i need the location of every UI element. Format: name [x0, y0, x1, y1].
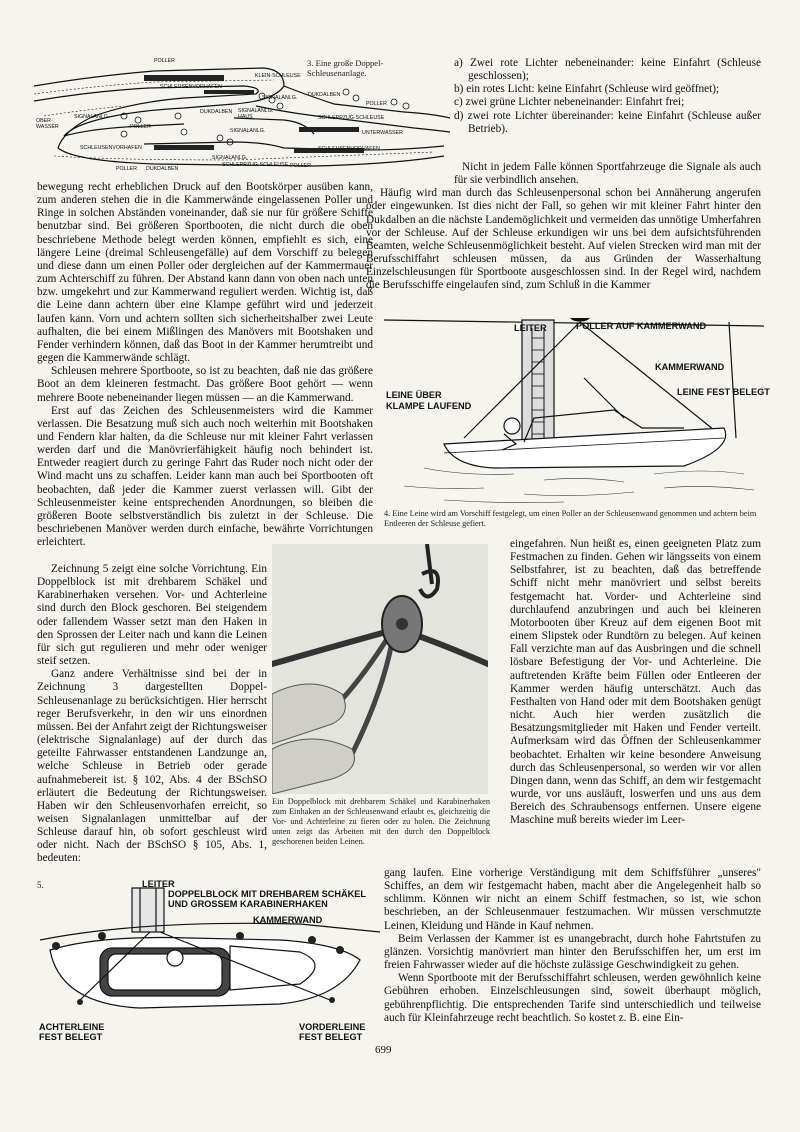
fig3-label: SIGNALANLG.: [74, 114, 110, 120]
list-item: a) Zwei rote Lichter nebeneinander: keine Einfahrt (Schleuse geschlossen);: [454, 57, 761, 83]
fig3-label: POLLER: [130, 124, 151, 130]
figure-4-caption: 4. Eine Leine wird am Vorschiff festgelegt, um einen Poller an der Schleusenwand genommen und achtern beim Entleeren der Schleuse gefiert.: [384, 509, 757, 528]
fig3-label: SCHLEPPZUG-SCHLEUSE: [222, 162, 289, 168]
figure-3-caption: 3. Eine große Doppel-Schleusenanlage.: [307, 58, 384, 78]
bottom-right-text: [384, 867, 761, 1025]
fig3-label: SCHLEUSENVORHAFEN: [318, 146, 380, 152]
paragraph: bewegung recht erheblichen Druck auf den Bootskörper ausüben kann, zum anderen stehen die in die Kammerwände eingelassenen Poller und Ringe in solchen Abständen voneinander, daß sie nur für größere Schiffe benutzbar sind. Bei größeren Sportbooten, die nicht durch die oben beschriebene Methode belegt werden können, empfiehlt es sich, eine längere Leine (dreimal Schleusengefälle) auf dem Vorschiff zu belegen und diese dann um einen Poller oder dergleichen auf der Kammermauer zum Achterschiff zu führen. Der Abstand kann dann von oben nach unten bzw. umgekehrt und zur Kammerwand reguliert werden. Wichtig ist, daß die Leine dann achtern über eine Klampe geführt wird und jederzeit laufen kann. Vorn und achtern sollten sich sicherheitshalber zwei Leute aufhalten, die bei einem Mißlingen des Manövers mit Bootshaken und Fender verhindern können, daß das Boot in der Kammer herumtreibt und gegen die Kammerwände schlägt.: [37, 181, 373, 365]
paragraph: Erst auf das Zeichen des Schleusenmeisters wird die Kammer verlassen. Die Besatzung muß sich auch noch weiterhin mit Bootshaken und Fendern klar halten, da die Schleuse nur mit kleiner Fahrt verlassen werden darf und die Manövrierfähigkeit häufig noch behindert ist. Entweder reagiert durch zu geringe Fahrt das Ruder noch nicht oder der Wind macht uns zu schaffen. Leider kann man auch bei Sportbooten oft beobachten, daß jeder die Kammer zuerst verlassen will. Gibt der Schleusenmeister keine entsprechenden Anordnungen, so bleiben die größeren Boote selbstverständlich bis zuletzt in der Schleuse. Die beschriebenen Manöver werden durch einfache, bewährte Vorrichtungen erleichtert.: [37, 404, 373, 549]
fig3-label: OBER-WASSER: [36, 118, 59, 130]
fig3-label: SIGNALANLG.: [230, 128, 266, 134]
paragraph: gang laufen. Eine vorherige Verständigung mit dem Schiffsführer „unseres" Schiffes, an dem wir festgemacht haben, macht aber die Angelegenheit halb so schlimm. Können wir nicht an einem Schiff festmachen, so ist, wie schon beschrieben, an der Schleusenmauer festzumachen. Wir müssen verschmutzte Leinen, Kleidung und Hände in Kauf nehmen.: [384, 867, 761, 932]
fig3-label: DUKDALBEN: [200, 109, 233, 115]
fig3-label: DUKDALBEN: [146, 166, 179, 172]
fig5-karabiner-label: UND GROSSEM KARABINERHAKEN: [168, 899, 328, 909]
fig4-kammerwand-label: KAMMERWAND: [655, 362, 725, 372]
fig3-label: POLLER: [154, 58, 175, 64]
fig3-label: POLLER: [290, 163, 311, 169]
fig3-label: SCHLEPPZUG-SCHLEUSE: [318, 115, 385, 121]
paragraph: Wenn Sportboote mit der Berufsschiffahrt schleusen, werden gewöhnlich keine Gebühren erhoben. Einzelschleusungen sind, soweit überhaupt möglich, gebührenpflichtig. Die entsprechenden Tarife sind unterschiedlich und teilweise auch für Kleinfahrzeuge recht beachtlich. So kostet z. B. eine Ein-: [384, 972, 761, 1024]
doppelblock-photo: [272, 544, 488, 794]
fig5-vorderleine-label: VORDERLEINE: [299, 1022, 366, 1032]
fig4-poller-label: POLLER AUF KAMMERWAND: [576, 321, 707, 331]
paragraph: Beim Verlassen der Kammer ist es unangebracht, durch hohe Fahrtstufen zu glänzen. Vorsichtig manövriert man hinter den Berufsschiffen her, um erst im freien Fahrwasser wieder auf die höchste zulässige Geschwindigkeit zu gehen.: [384, 932, 761, 972]
paragraph: Nicht in jedem Falle können Sportfahrzeuge die Signale als auch für sie verbindlich ansehen.: [454, 161, 761, 187]
fig5-vorder-fest-label: FEST BELEGT: [299, 1032, 363, 1042]
fig3-label: SCHLEUSENVORHAFEN: [80, 145, 142, 151]
paragraph: eingefahren. Nun heißt es, einen geeigneten Platz zum Festmachen zu finden. Gehen wir längsseits von einem Selbstfahrer, ist zu beachten, daß das betreffende Schiff nicht mehr manövriert und selbst bereits festgemacht hat. Vorder- und Achterleine sind durchlaufend anzubringen und auch bei kleineren Motorbooten über Kreuz auf dem eigenen Boot mit einem Slipstek oder Rundtörn zu belegen. Auf keinen Fall verzichte man auf das Ausbringen und die schnell lösbare Befestigung der Vor- und Achterleine. Die auftretenden Kräfte beim Füllen oder Entleeren der Kammer werden häufig unterschätzt. Auch das Festhalten von Hand oder mit dem Bootshaken genügt nicht. Auch hier werden zusätzlich die Besatzungsmitglieder mit Haken und Fender verteilt. Aufmerksam wird das Öffnen der Schleusenkammer beobachtet. Erhalten wir keine besondere Anweisung durch das Schleusenpersonal, so werden wir vor allen Dingen dann, wenn das Schiff, an dem wir festgemacht wurde, vor uns ausläuft, loswerfen und uns aus dem Bereich des Schraubensogs entfernen. Unsere eigene Maschine muß bereits wieder im Leer-: [510, 538, 761, 827]
photo-caption: Ein Doppelblock mit drehbarem Schäkel und Karabinerhaken zum Einhaken an der Schleusenwand erlaubt es, gleichzeitig die Vor- und Achterleine zu fieren oder zu holen. Die Zeichnung unten zeigt das Arbeiten mit den durch den Doppelblock geschorenen beiden Leinen.: [272, 797, 490, 846]
paragraph: Ganz andere Verhältnisse sind bei der in Zeichnung 3 dargestellten Doppel-Schleusenanlage zu berücksichtigen. Hier herrscht reger Berufsverkehr, in den wir uns einordnen müssen. Bei der Anfahrt zeigt der Richtungsweiser (elektrische Signalanlage) auf der durch das geteilte Fahrwasser entstandenen Landzunge an, welche Schleuse in Betrieb oder gerade aufnahmebereit ist. § 102, Abs. 4 der BSchSO erläutert die Bedeutung der Richtungsweiser. Haben wir den Schleusenvorhafen erreicht, so weisen Signalanlagen unmittelbar auf der Schleuse darauf hin, ob sofort geschleust wird oder nicht. Nach der BSchSO § 105, Abs. 1, bedeuten:: [37, 668, 267, 865]
fig5-doppelblock-label: DOPPELBLOCK MIT DREHBAREM SCHÄKEL: [168, 889, 367, 899]
fig3-label: KLEIN-SCHLEUSE: [255, 73, 301, 79]
fig5-achter-fest-label: FEST BELEGT: [39, 1032, 103, 1042]
fig4-leine-ueber-label: LEINE ÜBER: [386, 390, 442, 400]
fig3-label: POLLER: [366, 101, 387, 107]
fig5-achterleine-label: ACHTERLEINE: [39, 1022, 105, 1032]
fig4-leine-fest-label: LEINE FEST BELEGT: [677, 387, 770, 397]
photo-drawing: [272, 544, 488, 794]
list-item: d) zwei rote Lichter übereinander: keine Einfahrt (Schleuse außer Betrieb).: [454, 109, 761, 135]
fig3-label: SIGNALANLG.: [212, 155, 248, 161]
fig3-label: SIGNALANLG. HAUS: [238, 108, 274, 120]
list-item: c) zwei grüne Lichter nebeneinander: Einfahrt frei;: [454, 96, 685, 109]
left-column-text-narrow: [37, 563, 267, 866]
fig4-leiter-label: LEITER: [514, 323, 547, 333]
paragraph: Zeichnung 5 zeigt eine solche Vorrichtung. Ein Doppelblock ist mit drehbarem Schäkel und Karabinerhaken versehen. Vor- und Achterleine sind durch den Block geschoren. Bei steigendem oder fallendem Wasser setzt man den Haken in den Sprossen der Leiter nach und kann die Leinen für sich gut regulieren und mehr oder weniger steif setzen.: [37, 563, 267, 668]
fig4-klampe-label: KLAMPE LAUFEND: [386, 401, 472, 411]
signal-list: [454, 57, 761, 136]
list-item: b) ein rotes Licht: keine Einfahrt (Schleuse wird geöffnet);: [454, 83, 720, 96]
page-number: 699: [375, 1044, 392, 1056]
fig3-label: UNTERWASSER: [362, 130, 403, 136]
figure-4-boat-drawing: [384, 318, 774, 506]
figure-5-number: 5.: [37, 880, 44, 890]
right-column-text-top: [366, 161, 761, 293]
paragraph: Häufig wird man durch das Schleusenpersonal schon bei Annäherung angerufen oder eingewunken. Ist dies nicht der Fall, so gehen wir mit kleiner Fahrt hinter den Dukdalben an die nächste Landemöglichkeit und vermeiden das unnötige Umherfahren vor der Schleuse. Auf der Schleuse erkundigen wir uns bei dem aufsichtsführenden Beamten, welche Schleusenmöglichkeit besteht. Auf vielen Strecken wird man mit der Berufsschiffahrt schleusen müssen, da aus Gründen der Wasserhaltung Einzelschleusungen für Sportboote ausgeschlossen sind. In der Regel wird, nachdem die Berufsschiffe eingelaufen sind, zum Schluß in die Kammer: [366, 187, 761, 292]
paragraph: Schleusen mehrere Sportboote, so ist zu beachten, daß nie das größere Boot an dem kleineren festmacht. Das größere Boot gehört — wenn mehrere Boote nebeneinander liegen müssen — an die Kammerwand.: [37, 365, 373, 404]
right-column-text-mid: [510, 538, 761, 827]
fig5-leiter-label: LEITER: [142, 879, 175, 889]
left-column-text: [37, 181, 373, 549]
fig3-label: SIGNALANLG.: [262, 95, 298, 101]
fig5-kammerwand-label: KAMMERWAND: [253, 915, 323, 925]
fig3-label: DUKDALBEN: [308, 92, 341, 98]
fig3-label: POLLER: [116, 166, 137, 172]
fig3-label: SCHLEUSENVORHAFEN: [160, 84, 222, 90]
